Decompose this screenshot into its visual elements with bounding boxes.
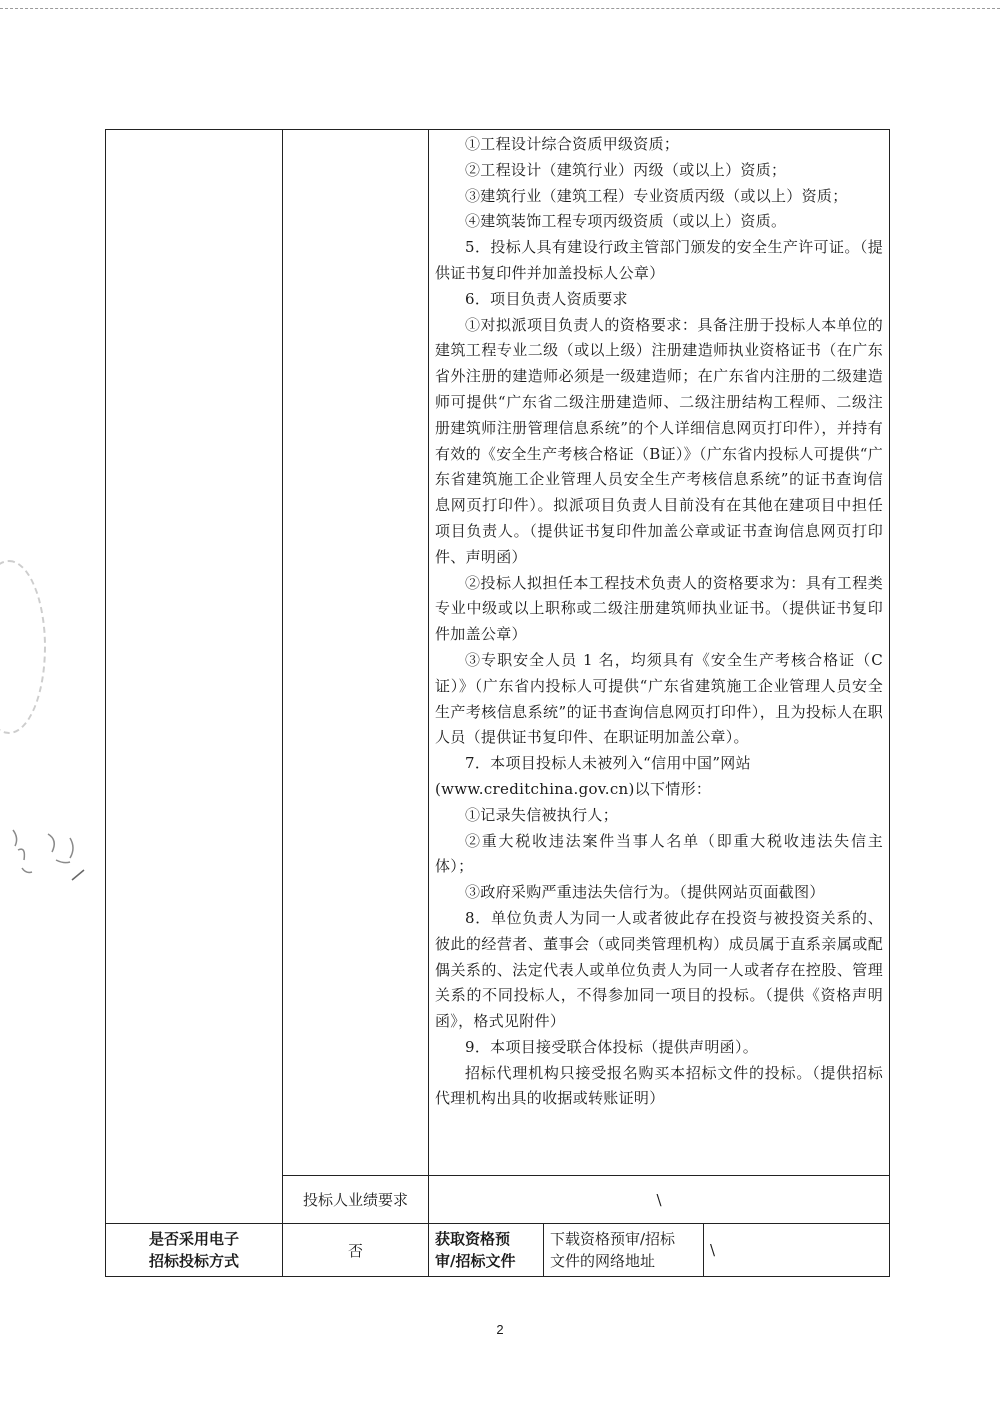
paragraph: (www.creditchina.gov.cn)以下情形： xyxy=(435,779,712,798)
paragraph: ②投标人拟担任本工程技术负责人的资格要求为：具有工程类专业中级或以上职称或二级注册建筑师执业证书。（提供证书复印件加盖公章） xyxy=(435,573,884,644)
paragraph: ①记录失信被执行人； xyxy=(465,805,619,824)
paragraph: 8．单位负责人为同一人或者彼此存在投资与被投资关系的、彼此的经营者、董事会（或同类管理机构）成员属于直系亲属或配偶关系的、法定代表人或单位负责人为同一人或者存在控股、管理关系的不同投标人，不得参加同一项目的投标。（提供《资格声明函》，格式见附件） xyxy=(435,908,884,1031)
qualification-text xyxy=(435,132,883,1112)
paragraph: ①工程设计综合资质甲级资质； xyxy=(465,135,680,153)
qualification-label-cell xyxy=(283,130,429,1176)
download-address-label: 下载资格预审/招标 文件的网络地址 xyxy=(544,1224,704,1277)
paragraph: ④建筑装饰工程专项丙级资质（或以上）资质。 xyxy=(465,212,787,231)
electronic-bidding-label: 是否采用电子 招标投标方式 xyxy=(106,1224,283,1277)
margin-handwriting xyxy=(8,820,98,890)
paragraph: ①对拟派项目负责人的资格要求：具备注册于投标人本单位的建筑工程专业二级（或以上级）注册建造师执业资格证书（在广东省外注册的建造师必须是一级建造师；在广东省内注册的二级建造师可提供“广东省二级注册建造师、二级注册结构工程师、二级注册建筑师注册管理信息系统”的个人详细信息网页打印件），并持有有效的《安全生产考核合格证（B证）》（广东省内投标人可提供“广东省建筑施工企业管理人员安全生产考核信息系统”的证书查询信息网页打印件）。拟派项目负责人目前没有在其他在建项目中担任项目负责人。（提供证书复印件加盖公章或证书查询信息网页打印件、声明函） xyxy=(435,315,884,566)
paragraph: 7．本项目投标人未被列入“信用中国”网站 xyxy=(465,754,751,773)
paragraph: 5．投标人具有建设行政主管部门颁发的安全生产许可证。（提供证书复印件并加盖投标人公章） xyxy=(435,238,884,282)
electronic-bidding-value: 否 xyxy=(283,1224,429,1277)
page-top-rule xyxy=(0,8,1000,9)
electronic-bidding-row xyxy=(106,1224,890,1277)
obtain-documents-label: 获取资格预 审/招标文件 xyxy=(429,1224,544,1277)
paragraph: 6．项目负责人资质要求 xyxy=(465,289,628,308)
download-address-value: \ xyxy=(704,1224,890,1277)
stamp-seal xyxy=(0,560,46,734)
qualification-row xyxy=(106,130,890,1176)
page-number: 2 xyxy=(496,1322,504,1337)
paragraph: 招标代理机构只接受报名购买本招标文件的投标。（提供招标代理机构出具的收据或转账证明） xyxy=(435,1063,884,1108)
paragraph: ③建筑行业（建筑工程）专业资质丙级（或以上）资质； xyxy=(465,186,848,205)
paragraph: ③政府采购严重违法失信行为。（提供网站页面截图） xyxy=(465,883,825,902)
requirements-table xyxy=(105,129,890,1277)
performance-label: 投标人业绩要求 xyxy=(283,1176,429,1224)
performance-value: \ xyxy=(429,1176,890,1224)
left-empty-cell xyxy=(106,130,283,1224)
paragraph: ②工程设计（建筑行业）丙级（或以上）资质； xyxy=(465,160,787,179)
paragraph: ②重大税收违法案件当事人名单（即重大税收违法失信主体）； xyxy=(435,831,884,876)
paragraph: ③专职安全人员 1 名，均须具有《安全生产考核合格证（C证）》（广东省内投标人可提供“广东省建筑施工企业管理人员安全生产考核信息系统”的证书查询信息网页打印件），且为投标人在职人员（提供证书复印件、在职证明加盖公章）。 xyxy=(435,650,884,747)
qualification-content-cell xyxy=(429,130,890,1176)
paragraph: 9．本项目接受联合体投标（提供声明函）。 xyxy=(465,1037,759,1056)
